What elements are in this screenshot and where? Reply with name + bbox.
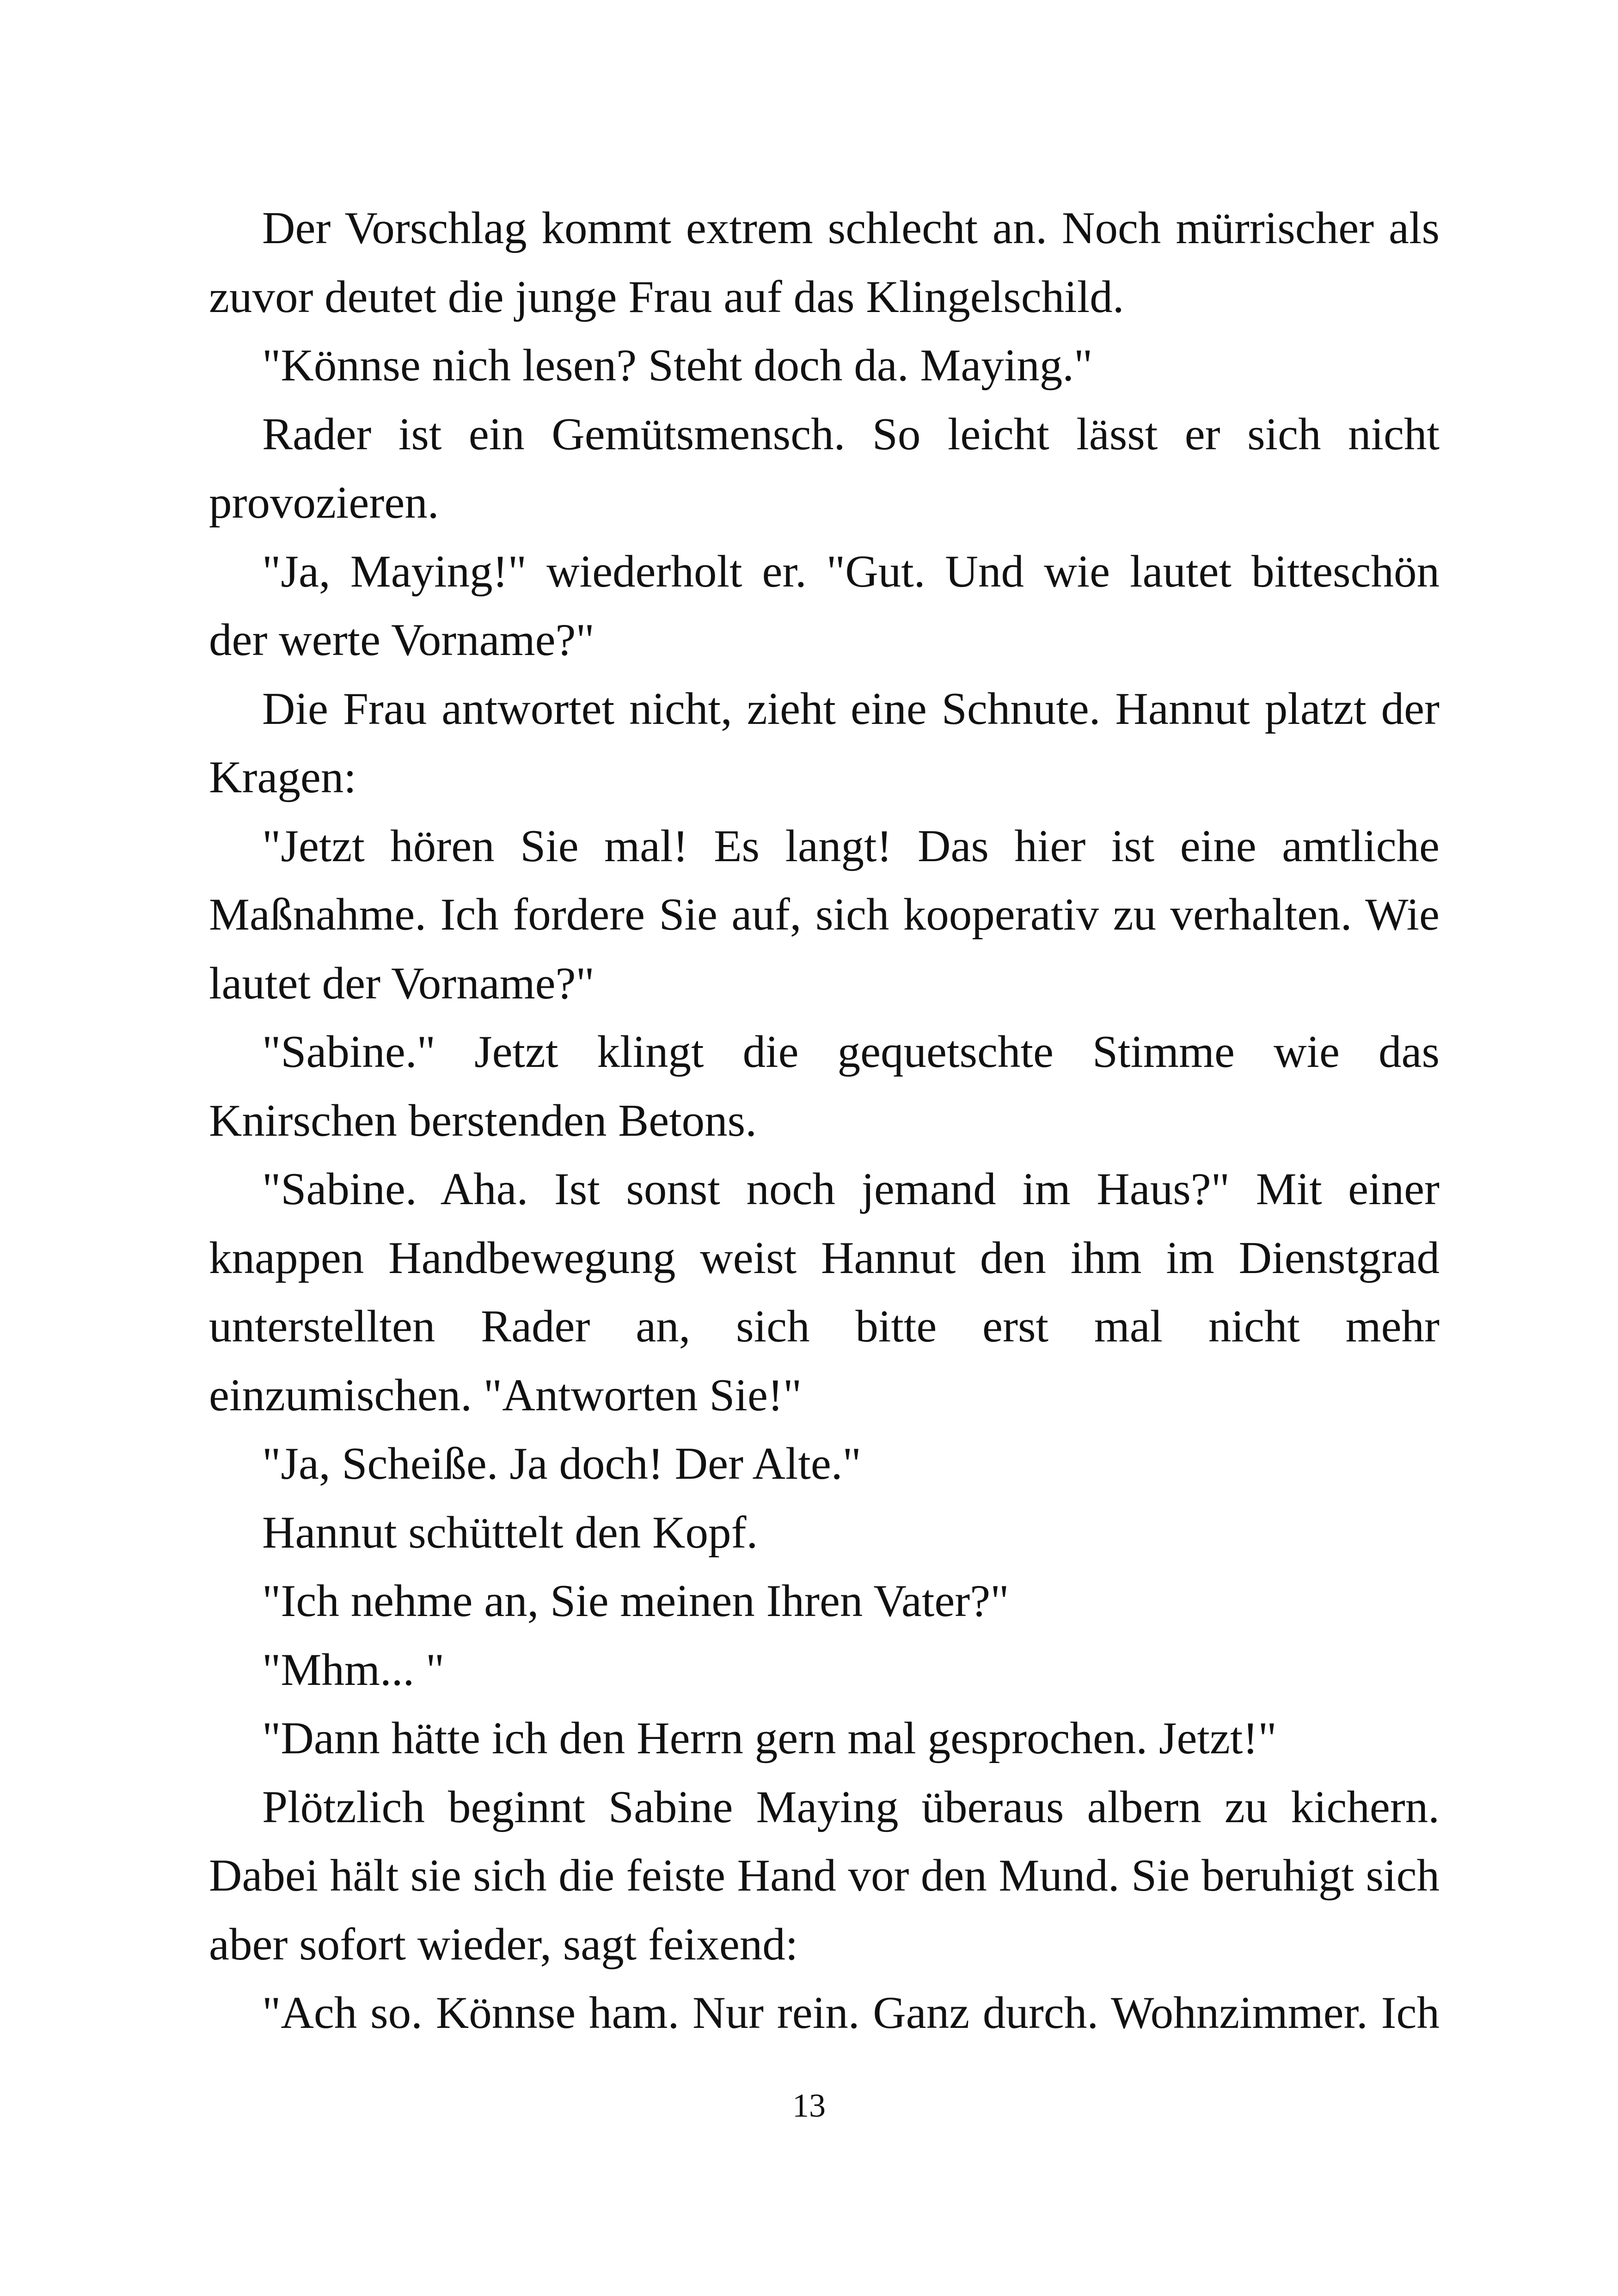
paragraph: "Ach so. Könnse ham. Nur rein. Ganz durch. Wohnzimmer. Ich xyxy=(262,1988,1440,2038)
paragraph: "Könnse nich lesen? Steht doch da. Maying." xyxy=(262,340,1093,391)
paragraph: Der Vorschlag kommt extrem schlecht an. Noch mürrischer als zuvor deutet die junge Frau auf das Klingelschild. xyxy=(209,203,1440,322)
paragraph: "Dann hätte ich den Herrn gern mal gesprochen. Jetzt!" xyxy=(262,1713,1277,1763)
paragraph: "Jetzt hören Sie mal! Es langt! Das hier ist eine amtliche Maßnahme. Ich fordere Sie auf, sich kooperativ zu verhalten. Wie lautet der Vorname?" xyxy=(209,820,1440,1009)
paragraph: "Sabine." Jetzt klingt die gequetschte Stimme wie das Knirschen berstenden Betons. xyxy=(209,1027,1440,1146)
paragraph: "Sabine. Aha. Ist sonst noch jemand im Haus?" Mit einer knappen Handbewegung weist Hannut den ihm im Dienstgrad unterstellten Rader an, sich bitte erst mal nicht mehr einzumischen. "Antworten Sie!" xyxy=(209,1164,1440,1420)
paragraph: "Ja, Maying!" wiederholt er. "Gut. Und wie lautet bitteschön der werte Vorname?" xyxy=(209,546,1440,665)
paragraph: "Ich nehme an, Sie meinen Ihren Vater?" xyxy=(262,1576,1009,1626)
paragraph: Hannut schüttelt den Kopf. xyxy=(262,1507,758,1558)
body-text xyxy=(209,194,1440,2048)
page-number: 13 xyxy=(792,2087,826,2124)
paragraph: Rader ist ein Gemütsmensch. So leicht lässt er sich nicht provozieren. xyxy=(209,409,1440,528)
paragraph: Plötzlich beginnt Sabine Maying überaus albern zu kichern. Dabei hält sie sich die feiste Hand vor den Mund. Sie beruhigt sich aber sofort wieder, sagt feixend: xyxy=(209,1782,1440,1970)
paragraph: "Ja, Scheiße. Ja doch! Der Alte." xyxy=(262,1439,861,1489)
paragraph: "Mhm... " xyxy=(262,1644,445,1695)
paragraph: Die Frau antwortet nicht, zieht eine Schnute. Hannut platzt der Kragen: xyxy=(209,683,1440,802)
